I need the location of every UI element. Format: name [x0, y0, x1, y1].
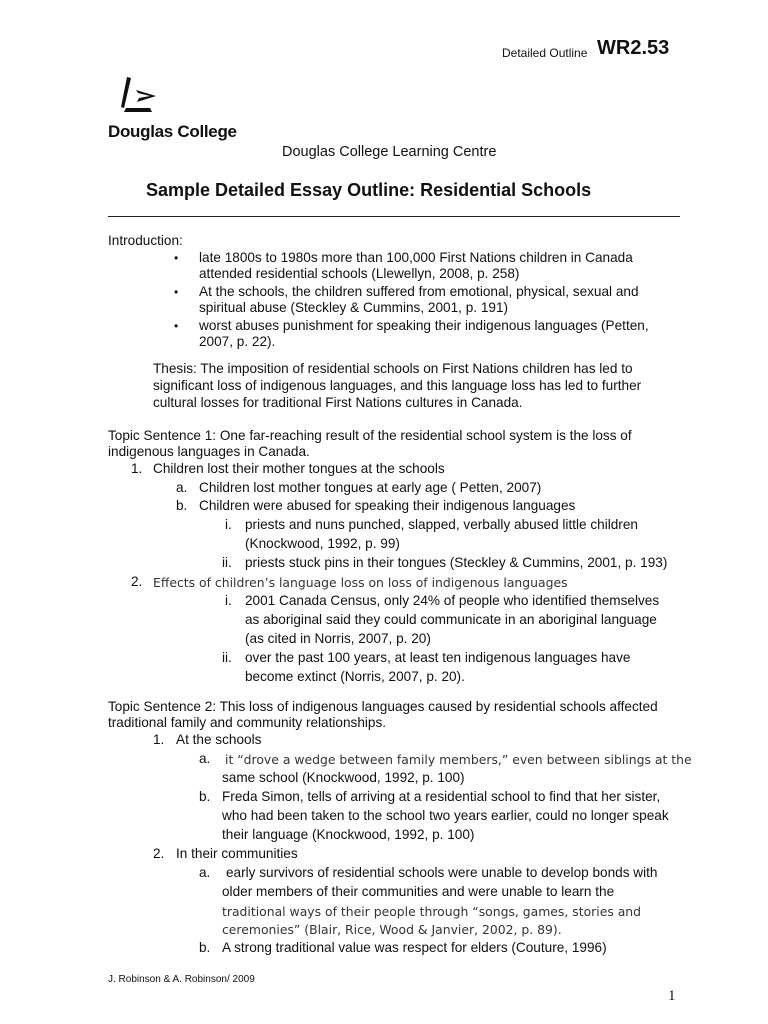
topic1-point-2-i-line-3: (as cited in Norris, 2007, p. 20) [245, 631, 431, 646]
list-roman: ii. [222, 555, 232, 570]
topic1-sentence-line-1: Topic Sentence 1: One far-reaching result of the residential school system is the loss of [108, 428, 632, 443]
centre-name: Douglas College Learning Centre [282, 144, 497, 160]
topic2-sentence-line-2: traditional family and community relationships. [108, 715, 387, 730]
topic1-point-2-i-line-2: as aboriginal said they could communicate in an aboriginal language [245, 612, 657, 627]
list-roman: i. [225, 593, 232, 608]
topic2-point-1: At the schools [176, 732, 262, 747]
topic2-point-2a-line-2: older members of their communities and were unable to learn the [222, 884, 615, 899]
intro-label: Introduction: [108, 233, 183, 248]
topic1-point-1b-i-line-1: priests and nuns punched, slapped, verbally abused little children [245, 517, 638, 532]
bullet-icon: • [174, 319, 179, 333]
douglas-college-logo-icon [118, 74, 158, 114]
list-letter: b. [199, 940, 211, 955]
header-code: WR2.53 [597, 37, 670, 59]
list-letter: b. [176, 498, 188, 513]
bullet-icon: • [174, 251, 179, 265]
thesis-line-2: significant loss of indigenous languages, and this language loss has led to further [153, 378, 642, 393]
list-letter: a. [176, 480, 188, 495]
thesis-line-3: cultural losses for traditional First Nations cultures in Canada. [153, 395, 523, 410]
topic2-point-2a-line-4: ceremonies” (Blair, Rice, Wood & Janvier, 2002, p. 89). [222, 922, 562, 937]
intro-bullet-1-line-2: attended residential schools (Llewellyn, 2008, p. 258) [199, 266, 520, 281]
topic2-point-1b-line-1: Freda Simon, tells of arriving at a residential school to find that her sister, [222, 789, 661, 804]
bullet-icon: • [174, 285, 179, 299]
topic2-point-2b: A strong traditional value was respect for elders (Couture, 1996) [222, 940, 607, 955]
intro-bullet-3-line-1: worst abuses punishment for speaking their indigenous languages (Petten, [199, 318, 649, 333]
topic1-point-2-i-line-1: 2001 Canada Census, only 24% of people who identified themselves [245, 593, 660, 608]
list-letter: b. [199, 789, 211, 804]
topic1-point-2-ii-line-1: over the past 100 years, at least ten indigenous languages have [245, 650, 631, 665]
topic2-point-1a-line-2: same school (Knockwood, 1992, p. 100) [222, 770, 465, 785]
intro-bullet-2-line-1: At the schools, the children suffered from emotional, physical, sexual and [199, 284, 639, 299]
topic2-sentence-line-1: Topic Sentence 2: This loss of indigenous languages caused by residential schools affected [108, 699, 658, 714]
logo-name: Douglas College [108, 122, 237, 141]
list-number: 2. [131, 574, 143, 589]
intro-bullet-2-line-2: spiritual abuse (Steckley & Cummins, 2001, p. 191) [199, 300, 509, 315]
topic2-point-1b-line-2: who had been taken to the school two years earlier, could no longer speak [222, 808, 669, 823]
footer-authors: J. Robinson & A. Robinson/ 2009 [108, 974, 255, 985]
topic2-point-2: In their communities [176, 846, 298, 861]
list-letter: a. [199, 865, 211, 880]
list-number: 2. [153, 846, 165, 861]
topic1-point-1: Children lost their mother tongues at the schools [153, 461, 445, 476]
topic1-sentence-line-2: indigenous languages in Canada. [108, 444, 310, 459]
list-roman: ii. [222, 650, 232, 665]
topic2-point-2a-line-1: early survivors of residential schools were unable to develop bonds with [226, 865, 658, 880]
list-letter: a. [199, 751, 211, 766]
list-number: 1. [131, 461, 143, 476]
topic2-point-1b-line-3: their language (Knockwood, 1992, p. 100) [222, 827, 475, 842]
intro-bullet-3-line-2: 2007, p. 22). [199, 334, 276, 349]
topic1-point-1b: Children were abused for speaking their indigenous languages [199, 498, 576, 513]
list-roman: i. [225, 517, 232, 532]
topic2-point-1a-line-1: it “drove a wedge between family members,” even between siblings at the [225, 752, 692, 767]
list-number: 1. [153, 732, 165, 747]
topic1-point-1b-ii: priests stuck pins in their tongues (Steckley & Cummins, 2001, p. 193) [245, 555, 668, 570]
topic1-point-2-ii-line-2: become extinct (Norris, 2007, p. 20). [245, 669, 465, 684]
page-title: Sample Detailed Essay Outline: Residential Schools [146, 180, 592, 200]
topic1-point-1a: Children lost mother tongues at early age ( Petten, 2007) [199, 480, 542, 495]
header-label: Detailed Outline [502, 46, 588, 60]
topic1-point-1b-i-line-2: (Knockwood, 1992, p. 99) [245, 536, 400, 551]
topic2-point-2a-line-3: traditional ways of their people through “songs, games, stories and [222, 904, 642, 919]
topic1-point-2: Effects of children’s language loss on loss of indigenous languages [153, 575, 568, 590]
title-divider [108, 216, 680, 217]
page-number: 1 [668, 988, 676, 1004]
thesis-line-1: Thesis: The imposition of residential schools on First Nations children has led to [153, 361, 633, 376]
intro-bullet-1-line-1: late 1800s to 1980s more than 100,000 First Nations children in Canada [199, 250, 633, 265]
